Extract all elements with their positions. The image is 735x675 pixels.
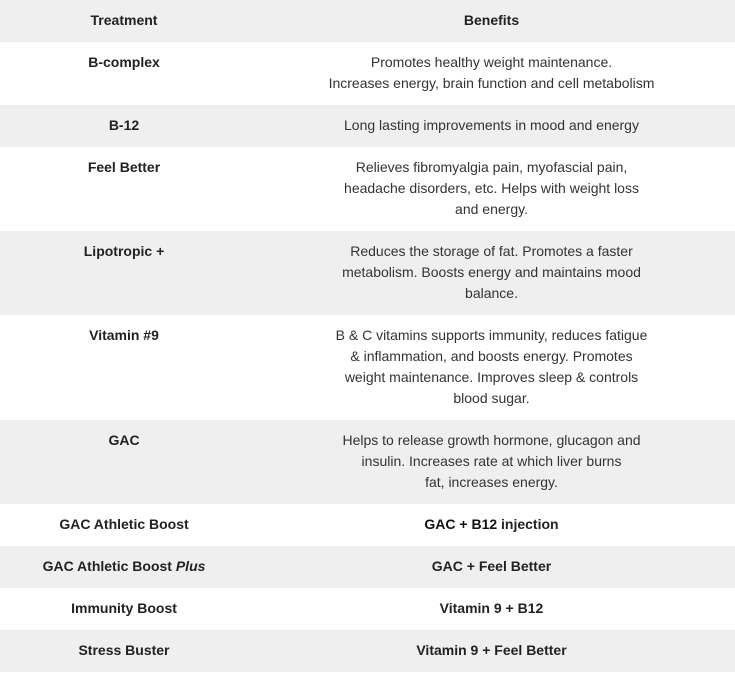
treatment-name: Feel Better bbox=[87, 159, 161, 175]
treatment-benefit bbox=[248, 231, 735, 315]
table-row bbox=[0, 231, 735, 315]
benefit-text: Reduces the storage of fat. Promotes a faster metabolism. Boosts energy and maintains mood balance. bbox=[342, 243, 641, 301]
benefit-text: Helps to release growth hormone, glucagon and insulin. Increases rate at which liver burns bbox=[342, 432, 641, 469]
benefit-line: fat, increases energy. bbox=[425, 474, 558, 490]
treatment-name bbox=[0, 546, 248, 588]
treatment-name: Stress Buster bbox=[78, 642, 170, 658]
treatment-name: B-complex bbox=[88, 54, 160, 70]
treatment-benefit bbox=[248, 42, 735, 105]
treatment-name: GAC bbox=[108, 432, 140, 448]
benefit-suffix: injection bbox=[497, 516, 559, 532]
treatment-name-main: GAC Athletic Boost bbox=[42, 558, 176, 574]
treatment-benefit: Vitamin 9 + Feel Better bbox=[416, 642, 567, 658]
treatment-benefit bbox=[248, 315, 735, 420]
treatment-benefit: GAC + Feel Better bbox=[431, 558, 552, 574]
table-row bbox=[0, 504, 735, 546]
table-row bbox=[0, 588, 735, 630]
treatment-name: Immunity Boost bbox=[71, 600, 177, 616]
table-row bbox=[0, 105, 735, 147]
benefit-line: Promotes healthy weight maintenance. bbox=[370, 54, 613, 70]
treatment-benefit bbox=[248, 147, 735, 231]
treatment-benefit: Long lasting improvements in mood and energy bbox=[344, 117, 639, 133]
treatment-benefit: Vitamin 9 + B12 bbox=[439, 600, 544, 616]
treatment-name: GAC Athletic Boost bbox=[59, 516, 189, 532]
benefit-line: Increases energy, brain function and cell metabolism bbox=[328, 75, 655, 91]
treatment-name-em: Plus bbox=[175, 558, 206, 574]
table-row bbox=[0, 630, 735, 672]
treatment-name: Lipotropic + bbox=[83, 243, 165, 259]
treatment-benefit bbox=[248, 504, 735, 546]
table-row bbox=[0, 315, 735, 420]
header-benefits: Benefits bbox=[463, 12, 520, 28]
header-treatment: Treatment bbox=[90, 12, 158, 28]
table-header-row bbox=[0, 0, 735, 42]
treatment-name: B-12 bbox=[108, 117, 140, 133]
table-row bbox=[0, 546, 735, 588]
table-row bbox=[0, 42, 735, 105]
table-row bbox=[0, 420, 735, 504]
table-row bbox=[0, 147, 735, 231]
treatment-benefit bbox=[248, 420, 735, 504]
benefit-text: Relieves fibromyalgia pain, myofascial pain, headache disorders, etc. Helps with weight loss and energy. bbox=[344, 159, 639, 217]
benefit-text: B & C vitamins supports immunity, reduces fatigue & inflammation, and boosts energy. Promotes weight maintenance. Improves sleep & controls blood sugar. bbox=[335, 327, 648, 406]
treatment-name: Vitamin #9 bbox=[89, 327, 159, 343]
benefit-emphasis: GAC + B12 bbox=[424, 516, 498, 532]
